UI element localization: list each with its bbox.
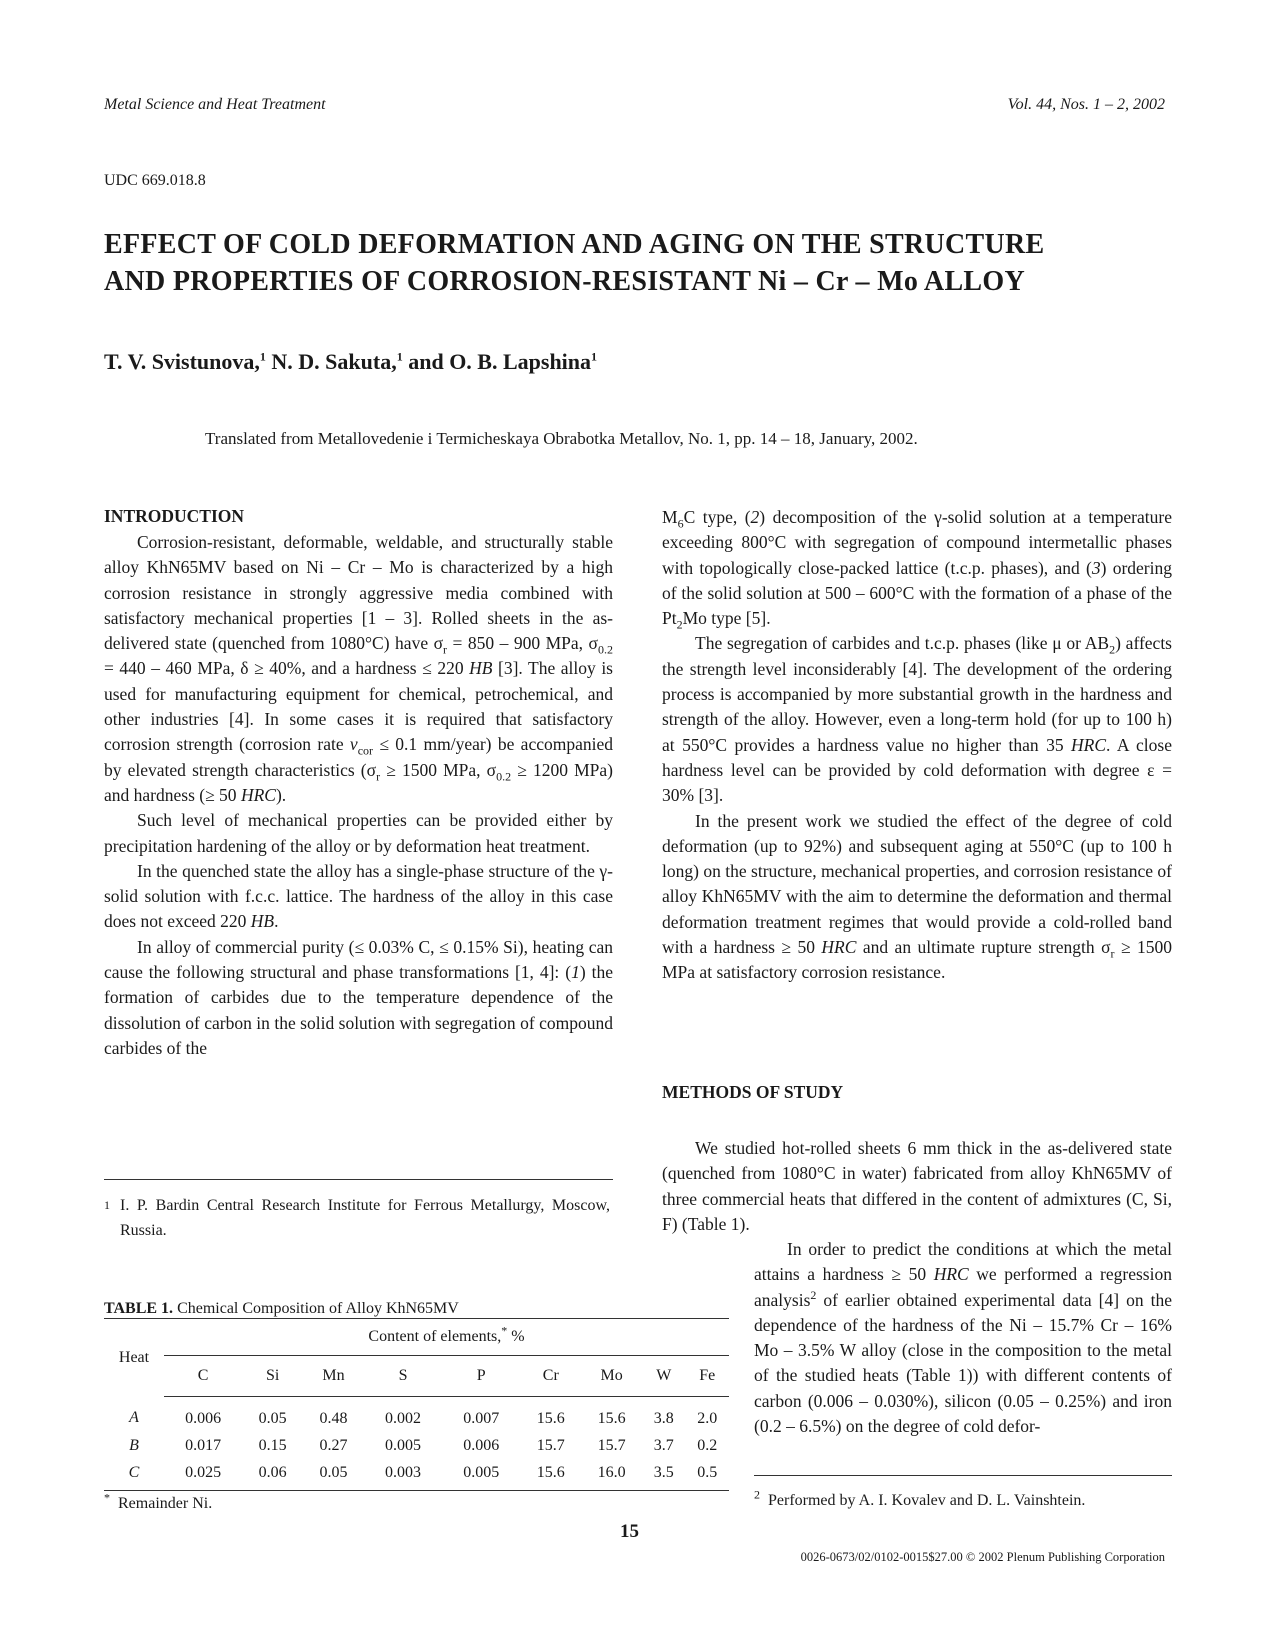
table-caption (104, 1300, 459, 1318)
table-title: Chemical Composition of Alloy KhN65MV (177, 1300, 459, 1317)
footnote-affiliation (104, 1193, 613, 1243)
methods-text (662, 1136, 1172, 1237)
affiliation-mark: 1 (396, 349, 403, 364)
column-header: Cr (520, 1356, 581, 1397)
footnote-regression (754, 1487, 1086, 1510)
paragraph: In the quenched state the alloy has a single-phase structure of the γ-solid solution with f.c.c. lattice. The hardness of the alloy in this case does not exceed 220 HB. (104, 860, 613, 932)
column-header: P (442, 1356, 520, 1397)
table-label: TABLE 1. (104, 1300, 174, 1317)
paragraph: We studied hot-rolled sheets 6 mm thick in the as-delivered state (quenched from 1080°C in water) fabricated from alloy KhN65MV of three commercial heats that differed in the content of admixtures (C, Si, F) (Table 1). (662, 1138, 1172, 1234)
author-3: and O. B. Lapshina (408, 349, 592, 374)
footnote-text: I. P. Bardin Central Research Institute for Ferrous Metallurgy, Moscow, Russia. (120, 1197, 610, 1239)
running-head-journal: Metal Science and Heat Treatment (104, 96, 326, 113)
copyright-line: 0026-0673/02/0102-0015$27.00 © 2002 Plenum Publishing Corporation (800, 1550, 1165, 1564)
section-heading-methods: METHODS OF STUDY (662, 1082, 844, 1102)
author-1: T. V. Svistunova, (104, 349, 260, 374)
right-column-text (662, 505, 1172, 986)
page-number: 15 (620, 1521, 639, 1542)
author-2: N. D. Sakuta, (271, 349, 397, 374)
table-footnote: * Remainder Ni. (104, 1490, 213, 1512)
paragraph: Such level of mechanical properties can be provided either by precipitation hardening of the alloy or by deformation heat treatment. (104, 810, 613, 856)
column-header-heat: Heat (104, 1319, 164, 1397)
footnote-text: Performed by A. I. Kovalev and D. L. Vainshtein. (768, 1492, 1086, 1509)
paragraph: Corrosion-resistant, deformable, weldable, and structurally stable alloy KhN65MV based on Ni – Cr – Mo is characterized by a high corrosion resistance in strongly aggressive media combined with satisfactory mechanical properties [1 – 3]. Rolled sheets in the as-delivered state (quenched from 1080°C) have $\sigma_r = 850 - 900$ MPa, $\sigma_{0.2} = 440 - 460$ MPa, δ ≥ 40%, and a hardness ≤ 220 HB [3]. The alloy is used for manufacturing equipment for chemical, petrochemical, and other industries [4]. In some cases it is required that satisfactory corrosion strength (corrosion rate $v_{cor} \le 0.1$ mm/year) be accompanied by elevated strength characteristics ($\sigma_r \ge 1500$ MPa, $\sigma_{0.2} \ge 1200$ MPa) and hardness (≥ 50 HRC). (104, 532, 613, 805)
running-head-volume: Vol. 44, Nos. 1 – 2, 2002 (1007, 96, 1165, 113)
paragraph: In order to predict the conditions at which the metal attains a hardness ≥ 50 HRC we performed a regression analysis$^2$ of earlier obtained experimental data [4] on the dependence of the hardness of the Ni – 15.7% Cr – 16% Mo – 3.5% W alloy (close in the composition to the metal of the studied heats (Table 1)) with different contents of carbon (0.006 – 0.030%), silicon (0.05 – 0.25%) and iron (0.2 – 6.5%) on the degree of cold defor- (754, 1239, 1172, 1437)
column-header: W (642, 1356, 685, 1397)
column-header: Fe (685, 1356, 729, 1397)
title-line-2: AND PROPERTIES OF CORROSION-RESISTANT Ni – Cr – Mo ALLOY (104, 266, 1026, 297)
column-header: Si (242, 1356, 303, 1397)
footnote-rule (104, 1179, 613, 1180)
article-title (104, 226, 1184, 300)
udc-code: UDC 669.018.8 (104, 172, 206, 189)
table-row: C 0.025 0.06 0.05 0.003 0.005 15.6 16.0 3.5 0.5 (104, 1459, 729, 1491)
paragraph: $M_6C$ type, (2) decomposition of the γ-solid solution at a temperature exceeding 800°C with segregation of compound intermetallic phases with topologically close-packed lattice (t.c.p. phases), and (3) ordering of the solid solution at 500 – 600°C with the formation of a phase of the $Pt_2Mo$ type [5]. (662, 507, 1172, 632)
translation-note: Translated from Metallovedenie i Termicheskaya Obrabotka Metallov, No. 1, pp. 14 – 18, January, 2002. (205, 429, 918, 448)
paragraph: In alloy of commercial purity (≤ 0.03% C, ≤ 0.15% Si), heating can cause the following structural and phase transformations [1, 4]: (1) the formation of carbides due to the temperature dependence of the dissolution of carbon in the solid solution with segregation of compound carbides of the (104, 936, 613, 1058)
title-line-1: EFFECT OF COLD DEFORMATION AND AGING ON THE STRUCTURE (104, 229, 1045, 260)
left-column-text (104, 530, 613, 1061)
methods-text-narrow (754, 1237, 1172, 1439)
column-header-content: Content of elements,* % (164, 1319, 729, 1356)
section-heading-introduction: INTRODUCTION (104, 506, 245, 526)
author-list (104, 349, 597, 375)
footnote-mark: 2 (754, 1487, 760, 1502)
footnote-mark: 1 (104, 1198, 110, 1212)
chemical-composition-table (104, 1318, 729, 1491)
affiliation-mark: 1 (591, 349, 598, 364)
table-row: A 0.006 0.05 0.48 0.002 0.007 15.6 15.6 3.8 2.0 (129, 1409, 718, 1427)
table-row: B 0.017 0.15 0.27 0.005 0.006 15.7 15.7 3.7 0.2 (129, 1436, 718, 1454)
column-header: Mo (581, 1356, 642, 1397)
footnote-rule (754, 1475, 1172, 1476)
column-header: S (364, 1356, 442, 1397)
paragraph: In the present work we studied the effect of the degree of cold deformation (up to 92%) and subsequent aging at 550°C (up to 100 h long) on the structure, mechanical properties, and corrosion resistance of alloy KhN65MV with the aim to determine the deformation and thermal deformation treatment regimes that would provide a cold-rolled band with a hardness ≥ 50 HRC and an ultimate rupture strength $\sigma_r \ge 1500$ MPa at satisfactory corrosion resistance. (662, 810, 1172, 983)
affiliation-mark: 1 (259, 349, 266, 364)
column-header: Mn (303, 1356, 364, 1397)
column-header: C (164, 1356, 242, 1397)
paragraph: The segregation of carbides and t.c.p. phases (like μ or $AB_2$) affects the strength level inconsiderably [4]. The development of the ordering process is accompanied by more substantial growth in the hardness and strength of the alloy. However, even a long-term hold (for up to 100 h) at 550°C provides a hardness value no higher than 35 HRC. A close hardness level can be provided by cold deformation with degree ε = 30% [3]. (662, 633, 1172, 806)
